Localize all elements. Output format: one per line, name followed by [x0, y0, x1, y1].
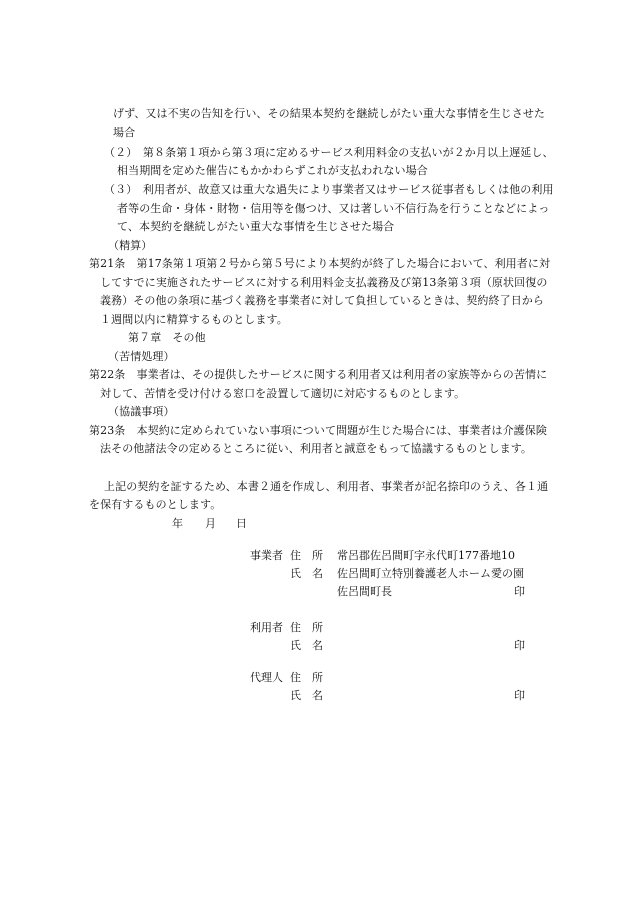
user-name-label: 氏 名 — [290, 639, 323, 652]
operator-address-label: 住 所 — [290, 549, 323, 562]
operator-role-label: 事業者 — [250, 549, 283, 562]
item-2-line-2: 相当期間を定めた催告にもかかわらずこれが支払われない場合 — [117, 164, 428, 177]
item-3-line-2: 者等の生命・身体・財物・信用等を傷つけ、又は著しい不信行為を行うことなどによっ — [117, 202, 550, 215]
user-role-label: 利用者 — [250, 621, 283, 634]
article-22-line-1: 第22条 事業者は、その提供したサービスに関する利用者又は利用者の家族等からの苦情に — [89, 368, 548, 381]
chapter-7-heading: 第７章 その他 — [128, 331, 206, 344]
article-23-line-2: 法その他諸法令の定めるところに従い、利用者と誠意をもって協議するものとします。 — [100, 442, 533, 455]
item-3-line-3: て、本契約を継続しがたい重大な事情を生じさせた場合 — [117, 220, 395, 233]
article-21-heading: （精算） — [108, 239, 153, 252]
clause-continuation-line-2: 場合 — [113, 126, 136, 139]
closing-line-1: 上記の契約を証するため、本書２通を作成し、利用者、事業者が記名捺印のうえ、各１通 — [104, 480, 549, 493]
operator-seal-mark: 印 — [514, 585, 525, 598]
item-2-line-1: （２） 第８条第１項から第３項に定めるサービス利用料金の支払いが２か月以上遅延し、 — [104, 146, 554, 159]
agent-address-label: 住 所 — [290, 671, 323, 684]
user-address-label: 住 所 — [290, 621, 323, 634]
article-21-line-4: １週間以内に精算するものとします。 — [100, 313, 288, 326]
article-21-line-1: 第21条 第17条第１項第２号から第５号により本契約が終了した場合において、利用者に対 — [89, 257, 551, 270]
article-22-line-2: 対して、苦情を受け付ける窓口を設置して適切に対応するものとします。 — [100, 387, 466, 400]
agent-role-label: 代理人 — [250, 671, 283, 684]
article-22-heading: （苦情処理） — [108, 350, 175, 363]
user-seal-mark: 印 — [514, 639, 525, 652]
date-month: 月 — [205, 517, 217, 530]
article-23-heading: （協議事項） — [108, 405, 175, 418]
article-21-line-2: してすでに実施されたサービスに対する利用料金支払義務及び第13条第３項（原状回復の — [100, 276, 548, 289]
date-year: 年 — [172, 517, 184, 530]
item-3-line-1: （３） 利用者が、故意又は重大な過失により事業者又はサービス従事者もしくは他の利用 — [104, 183, 554, 196]
article-21-line-3: 義務）その他の条項に基づく義務を事業者に対して負担しているときは、契約終了日から — [100, 294, 544, 307]
agent-seal-mark: 印 — [514, 689, 525, 702]
operator-name-label: 氏 名 — [290, 567, 323, 580]
agent-name-label: 氏 名 — [290, 689, 323, 702]
closing-line-2: を保有するものとします。 — [89, 498, 222, 511]
article-23-line-1: 第23条 本契約に定められていない事項について問題が生じた場合には、事業者は介護保険 — [89, 424, 547, 437]
clause-continuation-line-1: げず、又は不実の告知を行い、その結果本契約を継続しがたい重大な事情を生じさせた — [113, 107, 546, 120]
operator-name-line-2: 佐呂間町長 — [337, 585, 392, 598]
operator-name-line-1: 佐呂間町立特別養護老人ホーム愛の園 — [337, 567, 524, 580]
date-day: 日 — [236, 517, 248, 530]
operator-address: 常呂郡佐呂間町字永代町177番地10 — [337, 549, 515, 562]
